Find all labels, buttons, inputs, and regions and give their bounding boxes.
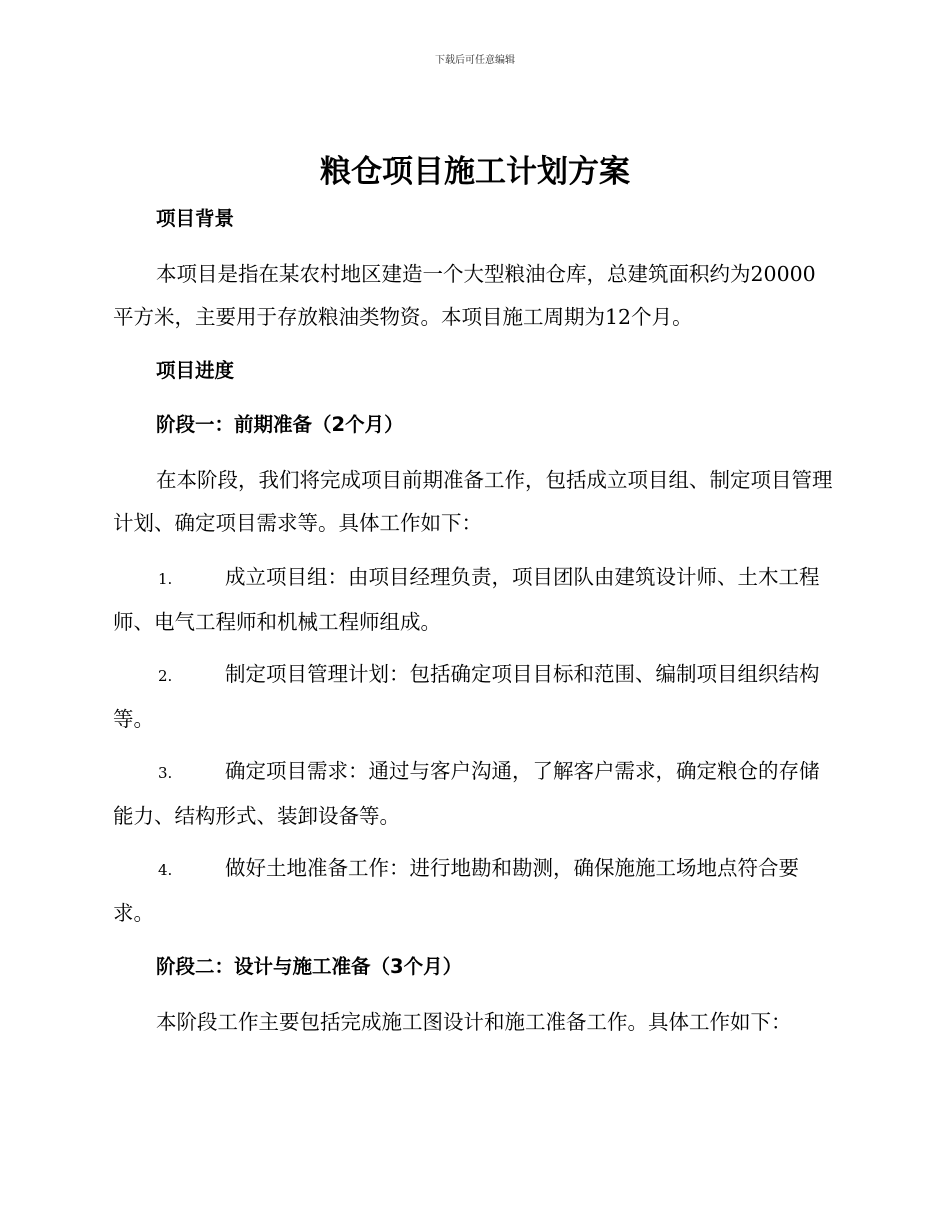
list-item (113, 750, 833, 838)
list-item-text: 成立项目组：由项目经理负责，项目团队由建筑设计师、土木工程师、电气工程师和机械工程师组成。 (113, 565, 820, 634)
list-item-text: 制定项目管理计划：包括确定项目目标和范围、编制项目组织结构等。 (113, 662, 820, 731)
document-title: 粮仓项目施工计划方案 (320, 154, 630, 190)
list-item-text: 做好土地准备工作：进行地勘和勘测，确保施施工场地点符合要求。 (113, 856, 799, 925)
list-item (113, 847, 833, 935)
section-heading-background: 项目背景 (156, 207, 235, 230)
phase2-intro-paragraph: 本阶段工作主要包括完成施工图设计和施工准备工作。具体工作如下： (156, 1010, 792, 1034)
list-item-number: 3. (158, 764, 173, 782)
phase1-intro-paragraph: 在本阶段，我们将完成项目前期准备工作，包括成立项目组、制定项目管理计划、确定项目需求等。具体工作如下： (113, 468, 833, 535)
phase2-heading: 阶段二：设计与施工准备（3个月） (156, 955, 463, 978)
list-item (113, 653, 833, 741)
page-header: 下载后可任意编辑 (435, 55, 515, 66)
list-item-number: 1. (158, 570, 173, 588)
list-item-number: 2. (158, 667, 173, 685)
phase1-heading: 阶段一：前期准备（2个月） (156, 413, 404, 436)
list-item-number: 4. (158, 861, 173, 879)
list-item-text: 确定项目需求：通过与客户沟通，了解客户需求，确定粮仓的存储能力、结构形式、装卸设备等。 (113, 759, 820, 828)
section-heading-progress: 项目进度 (156, 359, 235, 382)
list-item (113, 556, 833, 644)
background-paragraph: 本项目是指在某农村地区建造一个大型粮油仓库，总建筑面积约为20000平方米，主要用于存放粮油类物资。本项目施工周期为12个月。 (113, 262, 816, 329)
